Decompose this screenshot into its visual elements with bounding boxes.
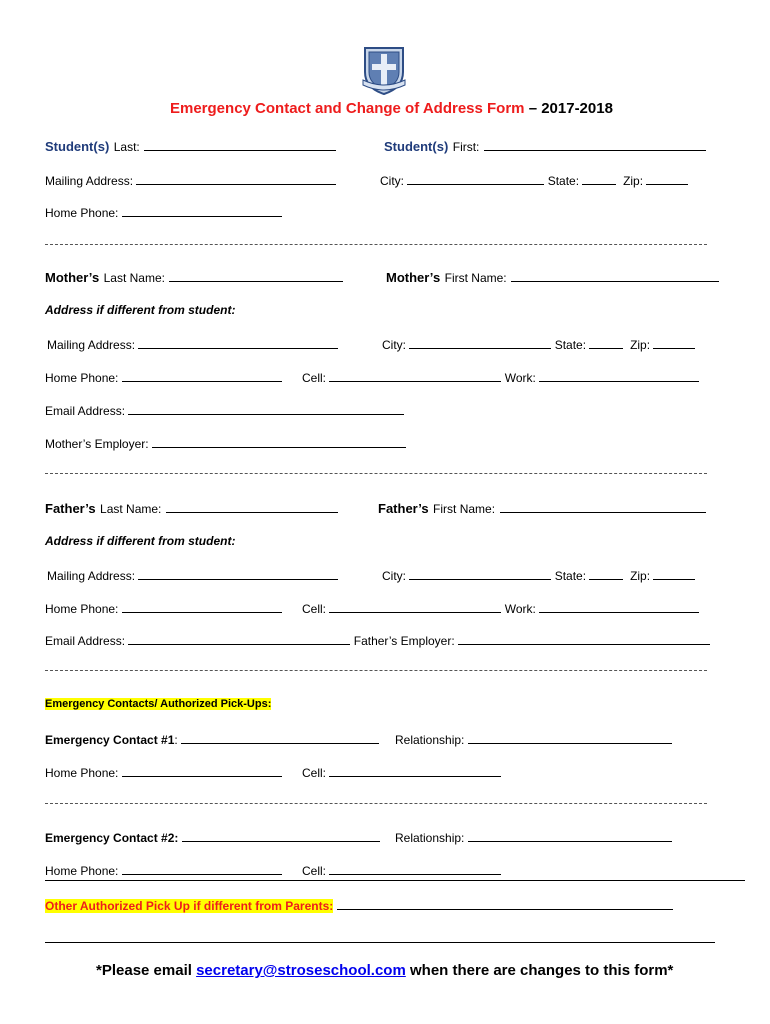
divider — [45, 670, 707, 671]
emergency-contact1-label: Emergency Contact #1 — [45, 733, 175, 747]
mother-first-label: First Name: — [444, 271, 507, 285]
emergency-cell2-label: Cell: — [302, 864, 327, 878]
student-first-label: First: — [452, 140, 480, 154]
emergency-cell1-field[interactable] — [329, 765, 501, 777]
mother-last-row — [45, 270, 343, 286]
student-last-row — [45, 139, 336, 155]
mother-first-section-label: Mother’s — [386, 270, 441, 285]
mother-cell-field[interactable] — [329, 370, 501, 382]
father-last-row — [45, 501, 338, 517]
father-work-label: Work: — [504, 602, 536, 616]
mother-city-field[interactable] — [409, 337, 551, 349]
student-home-phone-field[interactable] — [122, 205, 282, 217]
emergency-contact1-row — [45, 732, 379, 746]
father-first-row — [378, 501, 706, 517]
footer-suffix: when there are changes to this form* — [409, 962, 674, 979]
father-city-field[interactable] — [409, 568, 551, 580]
student-zip-field[interactable] — [646, 173, 688, 185]
form-title — [170, 101, 613, 116]
emergency-relationship2-field[interactable] — [468, 830, 672, 842]
other-pickup-label: Other Authorized Pick Up if different from Parents — [45, 899, 330, 913]
emergency-home-phone2-label: Home Phone: — [45, 864, 119, 878]
mother-city-label: City: — [382, 338, 406, 352]
father-cell-row — [302, 601, 699, 615]
father-first-field[interactable] — [500, 501, 706, 513]
emergency-relationship1-row — [395, 732, 672, 746]
emergency-cell1-row — [302, 765, 501, 779]
mother-first-field[interactable] — [511, 270, 719, 282]
father-last-label: Last Name: — [100, 502, 162, 516]
student-home-phone-label: Home Phone: — [45, 206, 119, 220]
emergency-home-phone2-field[interactable] — [122, 863, 282, 875]
student-state-field[interactable] — [582, 173, 616, 185]
emergency-contact2-row — [45, 830, 380, 844]
emergency-heading — [45, 699, 271, 710]
father-employer-label: Father’s Employer: — [353, 634, 455, 648]
secretary-email-link[interactable]: secretary@stroseschool.com — [196, 962, 406, 979]
father-cell-field[interactable] — [329, 601, 501, 613]
student-city-row — [380, 173, 688, 187]
other-pickup-colon: : — [329, 899, 334, 913]
mother-city-row — [382, 337, 695, 351]
mother-zip-field[interactable] — [653, 337, 695, 349]
divider — [45, 803, 707, 804]
father-city-row — [382, 568, 695, 582]
father-mailing-label: Mailing Address: — [47, 569, 136, 583]
student-home-phone-row — [45, 205, 282, 219]
father-zip-field[interactable] — [653, 568, 695, 580]
emergency-relationship1-label: Relationship: — [395, 733, 465, 747]
father-employer-field[interactable] — [458, 633, 710, 645]
footer-prefix: *Please email — [96, 962, 192, 979]
mother-last-label: Last Name: — [103, 271, 165, 285]
father-mailing-field[interactable] — [138, 568, 338, 580]
emergency-relationship2-row — [395, 830, 672, 844]
mother-employer-label: Mother’s Employer: — [45, 437, 149, 451]
divider — [45, 473, 707, 474]
emergency-heading-text: Emergency Contacts/ Authorized Pick-Ups: — [45, 698, 272, 710]
mother-zip-label: Zip: — [630, 338, 651, 352]
mother-employer-row — [45, 436, 406, 450]
mother-work-field[interactable] — [539, 370, 699, 382]
mother-last-field[interactable] — [169, 270, 343, 282]
other-pickup-row — [45, 898, 673, 912]
father-state-label: State: — [554, 569, 587, 583]
student-zip-label: Zip: — [623, 174, 644, 188]
section-rule — [45, 880, 745, 881]
emergency-cell2-row — [302, 863, 501, 877]
student-mailing-row — [45, 173, 336, 187]
student-last-field[interactable] — [144, 139, 336, 151]
father-city-label: City: — [382, 569, 406, 583]
emergency-relationship2-label: Relationship: — [395, 831, 465, 845]
mother-email-label: Email Address: — [45, 404, 126, 418]
father-section-label: Father’s — [45, 501, 96, 516]
student-first-field[interactable] — [484, 139, 706, 151]
form-title-main: Emergency Contact and Change of Address Form — [170, 100, 525, 117]
student-state-label: State: — [547, 174, 580, 188]
father-email-field[interactable] — [128, 633, 350, 645]
father-last-field[interactable] — [166, 501, 338, 513]
mother-home-phone-label: Home Phone: — [45, 371, 119, 385]
form-title-years: – 2017-2018 — [528, 100, 613, 117]
mother-mailing-label: Mailing Address: — [47, 338, 136, 352]
mother-address-note: Address if different from student: — [45, 303, 236, 317]
father-cell-label: Cell: — [302, 602, 327, 616]
student-city-label: City: — [380, 174, 404, 188]
footer-note — [96, 963, 673, 978]
father-zip-label: Zip: — [630, 569, 651, 583]
father-work-field[interactable] — [539, 601, 699, 613]
emergency-contact2-label: Emergency Contact #2: — [45, 831, 179, 845]
emergency-relationship1-field[interactable] — [468, 732, 672, 744]
other-pickup-field[interactable] — [337, 898, 673, 910]
father-home-phone-field[interactable] — [122, 601, 282, 613]
father-first-section-label: Father’s — [378, 501, 429, 516]
student-mailing-label: Mailing Address: — [45, 174, 134, 188]
emergency-cell2-field[interactable] — [329, 863, 501, 875]
emergency-contact1-colon: : — [174, 733, 178, 747]
divider — [45, 244, 707, 245]
student-first-row — [384, 139, 706, 155]
emergency-contact1-field[interactable] — [181, 732, 379, 744]
emergency-phone2-row — [45, 863, 282, 877]
school-crest-logo — [362, 44, 406, 96]
father-address-note: Address if different from student: — [45, 534, 236, 548]
emergency-home-phone1-field[interactable] — [122, 765, 282, 777]
emergency-home-phone1-label: Home Phone: — [45, 766, 119, 780]
student-first-section-label: Student(s) — [384, 139, 449, 154]
student-section-label: Student(s) — [45, 139, 110, 154]
mother-mailing-row — [47, 337, 338, 351]
student-city-field[interactable] — [407, 173, 544, 185]
mother-email-row — [45, 403, 404, 417]
mother-section-label: Mother’s — [45, 270, 100, 285]
mother-cell-label: Cell: — [302, 371, 327, 385]
father-email-row — [45, 633, 710, 647]
emergency-cell1-label: Cell: — [302, 766, 327, 780]
mother-email-field[interactable] — [128, 403, 404, 415]
mother-state-field[interactable] — [589, 337, 623, 349]
father-email-label: Email Address: — [45, 634, 126, 648]
mother-phone-row — [45, 370, 282, 384]
student-last-label: Last: — [113, 140, 140, 154]
mother-work-label: Work: — [504, 371, 536, 385]
father-mailing-row — [47, 568, 338, 582]
father-first-label: First Name: — [433, 502, 496, 516]
mother-cell-row — [302, 370, 699, 384]
mother-employer-field[interactable] — [152, 436, 406, 448]
mother-first-row — [386, 270, 719, 286]
emergency-phone1-row — [45, 765, 282, 779]
other-pickup-extra-line[interactable] — [45, 942, 715, 943]
father-phone-row — [45, 601, 282, 615]
mother-state-label: State: — [554, 338, 587, 352]
student-mailing-field[interactable] — [136, 173, 336, 185]
mother-home-phone-field[interactable] — [122, 370, 282, 382]
emergency-contact2-field[interactable] — [182, 830, 380, 842]
school-crest-shield-icon — [362, 44, 406, 96]
mother-mailing-field[interactable] — [138, 337, 338, 349]
father-state-field[interactable] — [589, 568, 623, 580]
father-home-phone-label: Home Phone: — [45, 602, 119, 616]
